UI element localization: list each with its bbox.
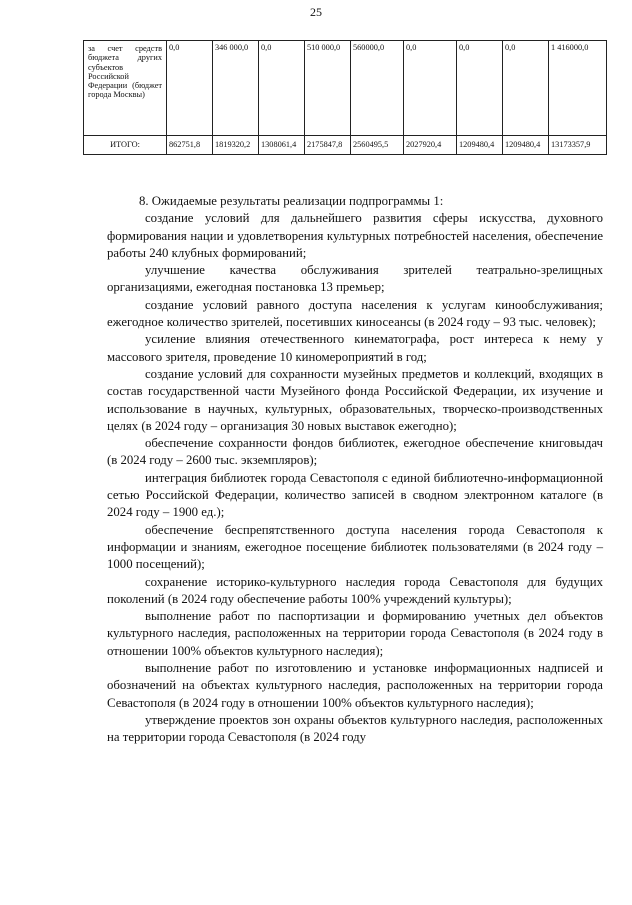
table-cell: 0,0 [404,41,457,136]
table-cell: 13173357,9 [549,136,607,155]
funding-table [83,40,607,155]
result-item: обеспечение беспрепятственного доступа населения города Севастополя к информации и знаниям, ежегодное посещение библиотек пользователями (в 2024 году – 1000 посещений); [107,522,603,572]
table-cell: 1209480,4 [457,136,503,155]
table-cell-label: за счет средств бюджета других субъектов Российской Федерации (бюджет города Москвы) [84,41,167,136]
table-row-total [84,136,607,155]
result-item: сохранение историко-культурного наследия города Севастополя для будущих поколений (в 2024 году обеспечение работы 100% учреждений культуры); [107,574,603,606]
table-cell: 0,0 [457,41,503,136]
result-item: создание условий для дальнейшего развития сферы искусства, духовного формирования нации и удовлетворения культурных потребностей населения, обеспечение работы 240 клубных формирований; [107,211,603,260]
result-item: создание условий равного доступа населения к услугам кинообслуживания; ежегодное количество зрителей, посетивших киносеансы (в 2024 году – 93 тыс. человек); [107,297,603,330]
section-heading: 8. Ожидаемые результаты реализации подпрограммы 1: [139,194,444,208]
table-cell: 0,0 [167,41,213,136]
table-row [84,41,607,136]
table-cell: 1308061,4 [259,136,305,155]
result-item: обеспечение сохранности фондов библиотек, ежегодное обеспечение книговыдач (в 2024 году – 2600 тыс. экземпляров); [107,436,603,468]
table-cell: 0,0 [503,41,549,136]
result-item: выполнение работ по паспортизации и формированию учетных дел объектов культурного наследия, расположенных на территории города Севастополя (в 2024 году в отношении 100% объектов культурного наследия); [107,609,603,658]
table-cell: 862751,8 [167,136,213,155]
table-cell: 510 000,0 [305,41,351,136]
result-item: интеграция библиотек города Севастополя с единой библиотечно-информационной сетью Российской Федерации, количество записей в сводном электронном каталоге (в 2024 году – 1900 ед.); [107,470,603,520]
expected-results-section [107,193,603,747]
result-item: улучшение качества обслуживания зрителей театрально-зрелищных организациями, ежегодная постановка 13 премьер; [107,263,603,295]
page-number: 25 [310,5,322,19]
table-cell: 1 416000,0 [549,41,607,136]
table-cell: 2560495,5 [351,136,404,155]
table-cell: 1209480,4 [503,136,549,155]
table-cell: 1819320,2 [213,136,259,155]
table-cell: 2175847,8 [305,136,351,155]
table-cell: 0,0 [259,41,305,136]
table-cell: 560000,0 [351,41,404,136]
result-item: утверждение проектов зон охраны объектов культурного наследия, расположенных на территории города Севастополя (в 2024 году [107,712,603,745]
result-item: выполнение работ по изготовлению и установке информационных надписей и обозначений на объектах культурного наследия, расположенных на территории города Севастополя (в 2024 году в отношении 100% объектов культурного наследия); [107,661,603,710]
table-cell: 2027920,4 [404,136,457,155]
result-item: усиление влияния отечественного кинематографа, рост интереса к нему у массового зрителя, проведение 10 киномероприятий в год; [107,332,603,364]
table-cell-label: ИТОГО: [84,136,167,155]
result-item: создание условий для сохранности музейных предметов и коллекций, входящих в состав государственной части Музейного фонда Российской Федерации, их изучение и использование в научных, культурных, образовательных, творческо-производственных целях (в 2024 году – организация 30 новых выставок ежегодно); [107,366,603,433]
table-cell: 346 000,0 [213,41,259,136]
